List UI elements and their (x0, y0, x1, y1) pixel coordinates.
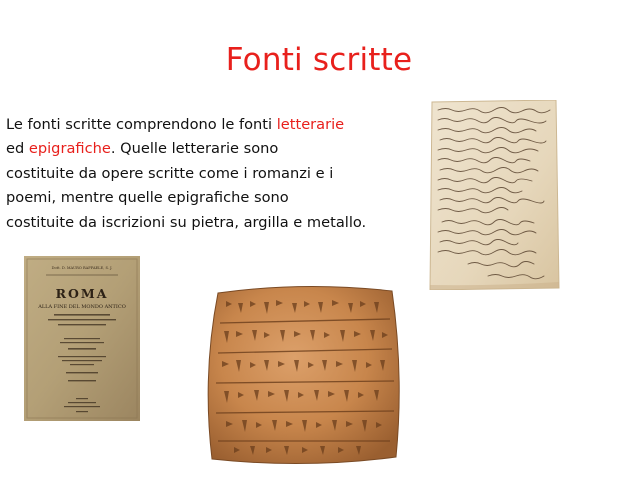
text-line-3: costituite da opere scritte come i romanzi e i (6, 164, 334, 182)
text-line-5: costituite da iscrizioni su pietra, argilla e metallo. (6, 213, 367, 231)
book-subtitle: ALLA FINE DEL MONDO ANTICO (38, 304, 126, 310)
body-text (6, 113, 406, 235)
manuscript-image (428, 100, 560, 290)
text-line-2: ed epigrafiche. Quelle letterarie sono (6, 140, 279, 158)
keyword-epigrafiche: epigrafiche (28, 140, 111, 158)
text-line-4: poemi, mentre quelle epigrafiche sono (6, 189, 289, 207)
text-line-1: Le fonti scritte comprendono le fonti letterarie (6, 116, 345, 133)
book-author: Dott. D. MAURO RAFFAELE, S. J. (51, 266, 113, 270)
keyword-letterarie: letterarie (276, 116, 345, 133)
slide-title: Fonti scritte (225, 42, 413, 78)
clay-tablet-image (204, 285, 404, 466)
book-cover-image (24, 256, 140, 421)
book-title: ROMA (55, 286, 109, 301)
